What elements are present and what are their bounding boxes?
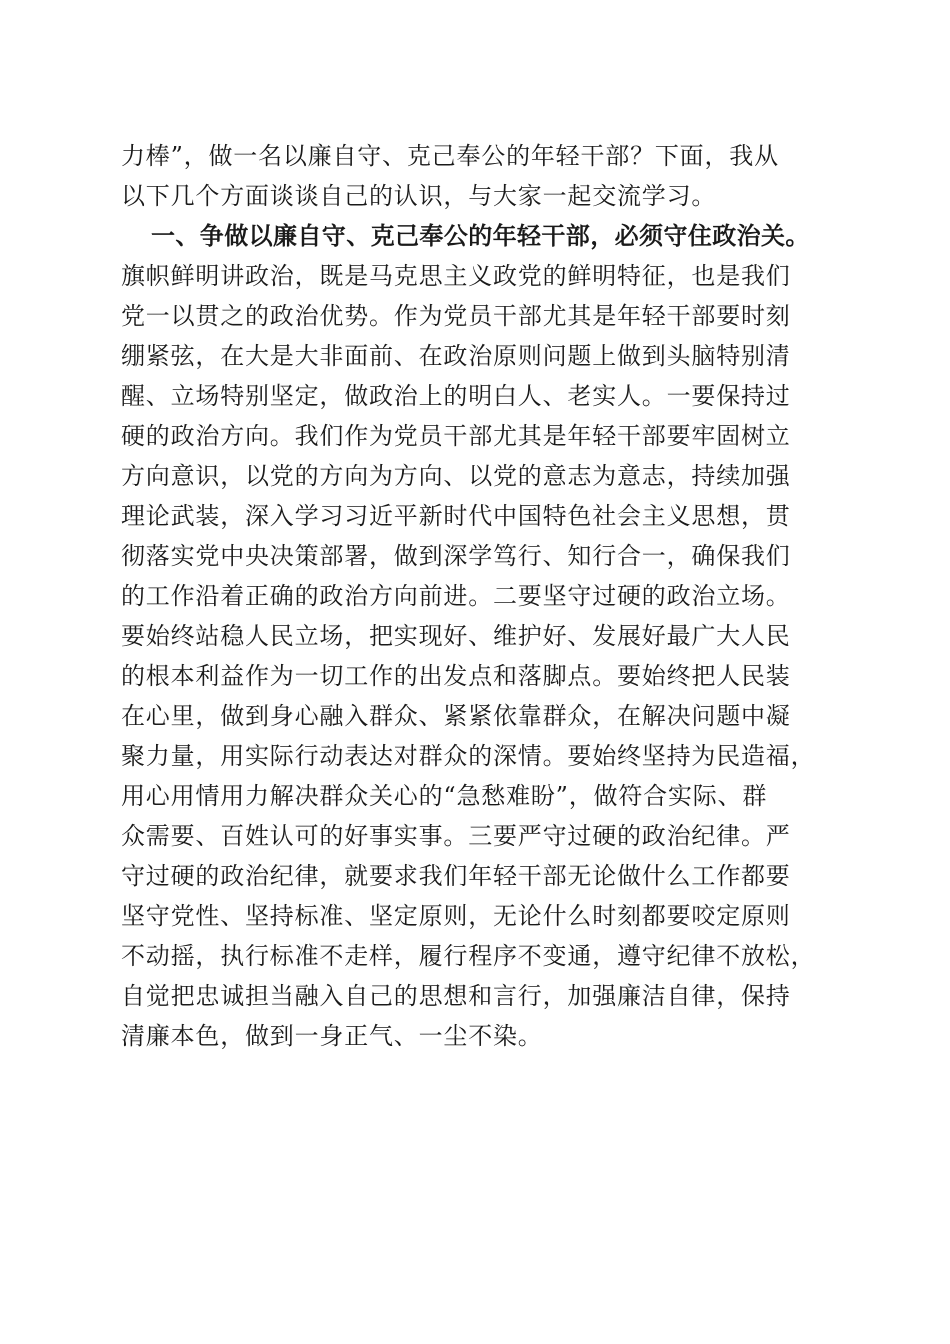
text-line: 绷紧弦，在大是大非面前、在政治原则问题上做到头脑特别清 xyxy=(121,342,791,370)
text-line: 守过硬的政治纪律，就要求我们年轻干部无论做什么工作都要 xyxy=(121,862,791,890)
section-heading: 一、争做以廉自守、克己奉公的年轻干部，必须守住政治关。 xyxy=(151,221,810,250)
text-line: 以下几个方面谈谈自己的认识，与大家一起交流学习。 xyxy=(121,182,717,210)
text-line: 醒、立场特别坚定，做政治上的明白人、老实人。一要保持过 xyxy=(121,382,791,410)
text-line: 用心用情用力解决群众关心的“急愁难盼”，做符合实际、群 xyxy=(121,782,768,810)
text-line: 自觉把忠诚担当融入自己的思想和言行，加强廉洁自律，保持 xyxy=(121,982,791,1010)
text-line: 的根本利益作为一切工作的出发点和落脚点。要始终把人民装 xyxy=(121,662,791,690)
text-line: 要始终站稳人民立场，把实现好、维护好、发展好最广大人民 xyxy=(121,622,791,650)
text-line: 众需要、百姓认可的好事实事。三要严守过硬的政治纪律。严 xyxy=(121,822,791,850)
text-line: 党一以贯之的政治优势。作为党员干部尤其是年轻干部要时刻 xyxy=(121,302,791,330)
text-line: 硬的政治方向。我们作为党员干部尤其是年轻干部要牢固树立 xyxy=(121,422,791,450)
text-line: 不动摇，执行标准不走样，履行程序不变通，遵守纪律不放松， xyxy=(121,942,816,970)
text-line: 彻落实党中央决策部署，做到深学笃行、知行合一，确保我们 xyxy=(121,542,791,570)
text-line: 坚守党性、坚持标准、坚定原则，无论什么时刻都要咬定原则 xyxy=(121,902,791,930)
text-line: 理论武装，深入学习习近平新时代中国特色社会主义思想，贯 xyxy=(121,502,791,530)
text-line: 力棒”，做一名以廉自守、克己奉公的年轻干部？下面，我从 xyxy=(121,142,779,170)
text-line: 旗帜鲜明讲政治，既是马克思主义政党的鲜明特征，也是我们 xyxy=(121,262,791,290)
document-body xyxy=(121,136,841,1056)
text-line: 方向意识，以党的方向为方向、以党的意志为意志，持续加强 xyxy=(121,462,791,490)
text-line: 聚力量，用实际行动表达对群众的深情。要始终坚持为民造福， xyxy=(121,742,816,770)
text-line: 的工作沿着正确的政治方向前进。二要坚守过硬的政治立场。 xyxy=(121,582,791,610)
text-line: 在心里，做到身心融入群众、紧紧依靠群众，在解决问题中凝 xyxy=(121,702,791,730)
text-line: 清廉本色，做到一身正气、一尘不染。 xyxy=(121,1022,543,1050)
